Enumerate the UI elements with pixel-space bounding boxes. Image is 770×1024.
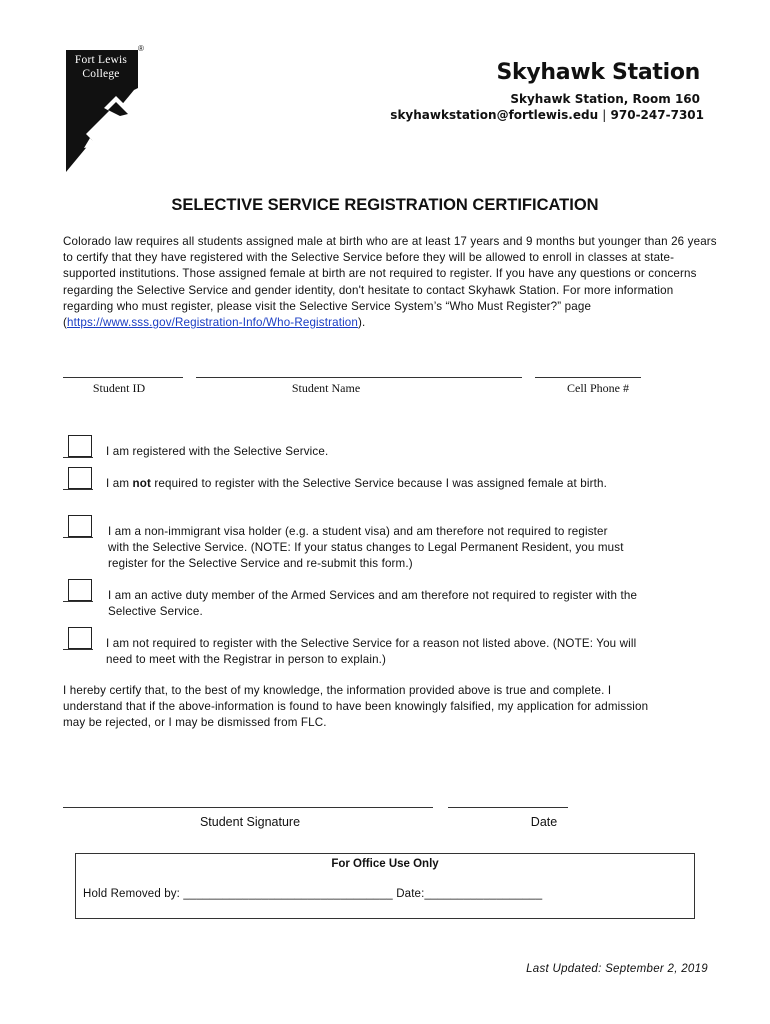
station-contact xyxy=(390,108,704,122)
registered-mark: ® xyxy=(138,44,144,53)
option-visa-checkbox[interactable] xyxy=(68,515,92,537)
station-title: Skyhawk Station xyxy=(496,60,700,85)
logo-line-1: Fort Lewis xyxy=(74,54,128,66)
office-use-title: For Office Use Only xyxy=(331,858,439,870)
student-id-label: Student ID xyxy=(92,381,146,395)
option-armed-services-underline xyxy=(63,601,93,602)
office-date-label: Date: xyxy=(396,888,425,900)
option-female-bold: not xyxy=(132,477,152,490)
logo-line-2: College xyxy=(82,68,120,80)
option-armed-services-checkbox[interactable] xyxy=(68,579,92,601)
option-female-text-after: required to register with the Selective Service because I was assigned female at birth. xyxy=(151,477,607,490)
last-updated: Last Updated: September 2, 2019 xyxy=(526,963,708,975)
cell-phone-line[interactable] xyxy=(535,377,641,378)
option-registered-text: I am registered with the Selective Service. xyxy=(106,445,329,458)
certification-paragraph: I hereby certify that, to the best of my knowledge, the information provided above is true and complete. I understand that if the above-information is found to have been knowingly falsified, my application for admission may be rejected, or I may be dismissed from FLC. xyxy=(63,684,649,730)
intro-end: ). xyxy=(357,316,366,330)
option-registered-checkbox[interactable] xyxy=(68,435,92,457)
date-label: Date xyxy=(530,815,558,829)
student-id-line[interactable] xyxy=(63,377,183,378)
office-hold-row xyxy=(83,888,542,900)
office-use-box xyxy=(75,853,695,919)
option-visa-text: I am a non-immigrant visa holder (e.g. a student visa) and am therefore not required to register with the Selective Service. (NOTE: If your status changes to Legal Permanent Resident, you must register for the Selective Service and re-submit this form.) xyxy=(108,525,624,570)
who-must-register-link[interactable]: https://www.sss.gov/Registration-Info/Who-Registration xyxy=(67,316,358,330)
intro-paragraph xyxy=(63,234,719,331)
station-phone: 970-247-7301 xyxy=(610,108,704,122)
option-armed-services-text: I am an active duty member of the Armed Services and am therefore not required to register with the Selective Service. xyxy=(108,589,638,618)
option-female-text xyxy=(106,476,654,492)
student-name-label: Student Name xyxy=(291,381,361,395)
intro-text: Colorado law requires all students assigned male at birth who are at least 17 years and 9 months but younger than 26 years to certify that they have registered with the Selective Service before they will be allowed to enroll in classes at state-supported institutions. Those assigned female at birth are not required to register. If you have any questions or concerns regarding the Selective Service and gender identity, don't hesitate to contact Skyhawk Station. For more information regarding who must register, please visit the Selective Service System’s “Who Must Register?” page ( xyxy=(63,235,717,330)
option-female-text-before: I am xyxy=(106,477,133,490)
option-other-reason-text: I am not required to register with the Selective Service for a reason not listed above. (NOTE: You will need to meet with the Registrar in person to explain.) xyxy=(106,637,637,666)
cell-phone-label: Cell Phone # xyxy=(567,381,629,395)
station-room: Skyhawk Station, Room 160 xyxy=(510,92,700,106)
hold-removed-label: Hold Removed by: xyxy=(83,888,180,900)
signature-line[interactable] xyxy=(63,807,433,808)
document-title: SELECTIVE SERVICE REGISTRATION CERTIFICATION xyxy=(171,196,599,214)
option-registered-underline xyxy=(63,457,93,458)
station-email[interactable]: skyhawkstation@fortlewis.edu xyxy=(390,108,599,122)
option-female-checkbox[interactable] xyxy=(68,467,92,489)
signature-label: Student Signature xyxy=(199,815,301,829)
option-other-reason-underline xyxy=(63,649,93,650)
hold-removed-field[interactable]: ________________________________ xyxy=(183,888,393,900)
option-female-underline xyxy=(63,489,93,490)
fort-lewis-college-logo xyxy=(64,44,144,172)
student-name-line[interactable] xyxy=(196,377,522,378)
office-date-field[interactable]: __________________ xyxy=(424,888,543,900)
contact-separator: | xyxy=(602,108,607,122)
option-visa-underline xyxy=(63,537,93,538)
date-line[interactable] xyxy=(448,807,568,808)
option-other-reason-checkbox[interactable] xyxy=(68,627,92,649)
